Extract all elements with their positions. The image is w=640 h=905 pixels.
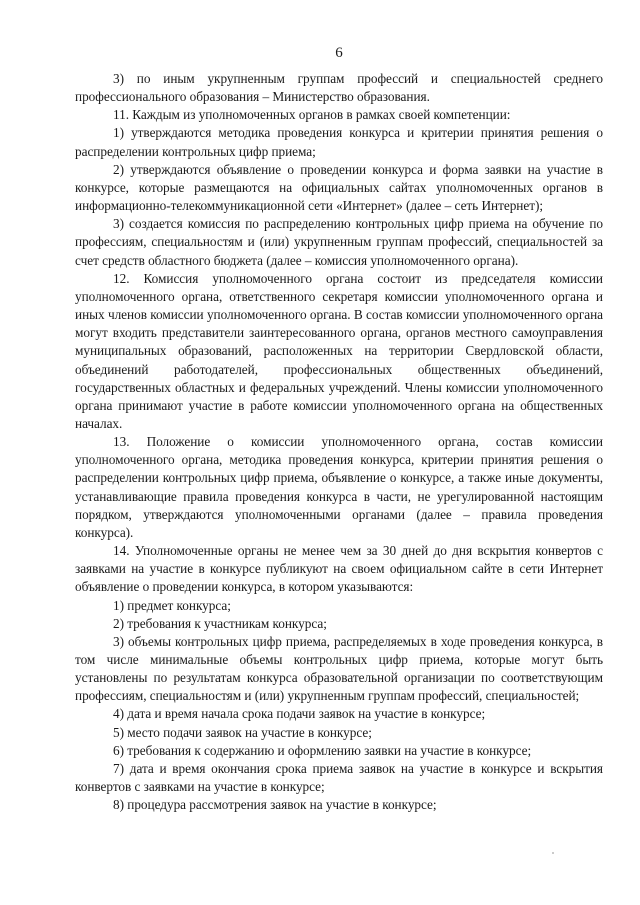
paragraph-11-item-2: 2) утверждаются объявление о проведении конкурса и форма заявки на участие в конкурсе, которые размещаются на официальных сайтах уполномоченных органов в информационно-телекоммуникационной сети «Интернет» (далее – сеть Интернет);: [75, 161, 603, 214]
page-number: 6: [335, 45, 343, 61]
paragraph-12: 12. Комиссия уполномоченного органа состоит из председателя комиссии уполномоченного органа, ответственного секретаря комиссии уполномоченного органа и иных членов комиссии уполномоченного органа. В состав комиссии уполномоченного органа могут входить представители заинтересованного органа, органов местного самоуправления муниципальных образований, расположенных на территории Свердловской области, объединений работодателей, профессиональных общественных объединений, государственных областных и федеральных учреждений. Члены комиссии уполномоченного органа принимают участие в работе комиссии уполномоченного органа на общественных началах.: [75, 270, 603, 431]
paragraph-14-item-3: 3) объемы контрольных цифр приема, распределяемых в ходе проведения конкурса, в том числе минимальные объемы контрольных цифр приема, которые могут быть установлены по результатам конкурса образовательной организации по соответствующим профессиям, специальностям и (или) укрупненным группам профессий, специальностей;: [75, 633, 603, 704]
paragraph-11-item-3: 3) создается комиссия по распределению контрольных цифр приема на обучение по профессиям, специальностям и (или) укрупненным группам профессий, специальностей за счет средств областного бюджета (далее – комиссия уполномоченного органа).: [75, 216, 603, 268]
paragraph-14-item-5: 5) место подачи заявок на участие в конкурсе;: [113, 724, 372, 740]
paragraph-14-item-7: 7) дата и время окончания срока приема заявок на участие в конкурсе и вскрытия конвертов с заявками на участие в конкурсе;: [75, 760, 603, 795]
paragraph-14: 14. Уполномоченные органы не менее чем за 30 дней до дня вскрытия конвертов с заявками на участие в конкурсе публикуют на своем официальном сайте в сети Интернет объявление о проведении конкурса, в котором указываются:: [75, 543, 603, 595]
paragraph-14-item-4: 4) дата и время начала срока подачи заявок на участие в конкурсе;: [113, 706, 486, 722]
paragraph-3-item: 3) по иным укрупненным группам профессий и специальностей среднего профессионального образования – Министерство образования.: [75, 71, 603, 105]
scan-speck: [552, 852, 554, 854]
paragraph-11: 11. Каждым из уполномоченных органов в рамках своей компетенции:: [113, 107, 511, 123]
paragraph-14-item-2: 2) требования к участникам конкурса;: [113, 615, 327, 631]
paragraph-14-item-6: 6) требования к содержанию и оформлению заявки на участие в конкурсе;: [113, 742, 532, 758]
paragraph-11-item-1: 1) утверждаются методика проведения конкурса и критерии принятия решения о распределении контрольных цифр приема;: [75, 125, 603, 159]
paragraph-14-item-8: 8) процедура рассмотрения заявок на участие в конкурсе;: [113, 797, 437, 813]
paragraph-13: 13. Положение о комиссии уполномоченного органа, состав комиссии уполномоченного органа, методика проведения конкурса, критерии принятия решения о распределении контрольных цифр приема, объявление о конкурсе, а также иные документы, устанавливающие правила проведения конкурса в части, не урегулированной настоящим порядком, утверждаются уполномоченными органами (далее – правила проведения конкурса).: [75, 434, 603, 540]
paragraph-14-item-1: 1) предмет конкурса;: [113, 597, 231, 613]
